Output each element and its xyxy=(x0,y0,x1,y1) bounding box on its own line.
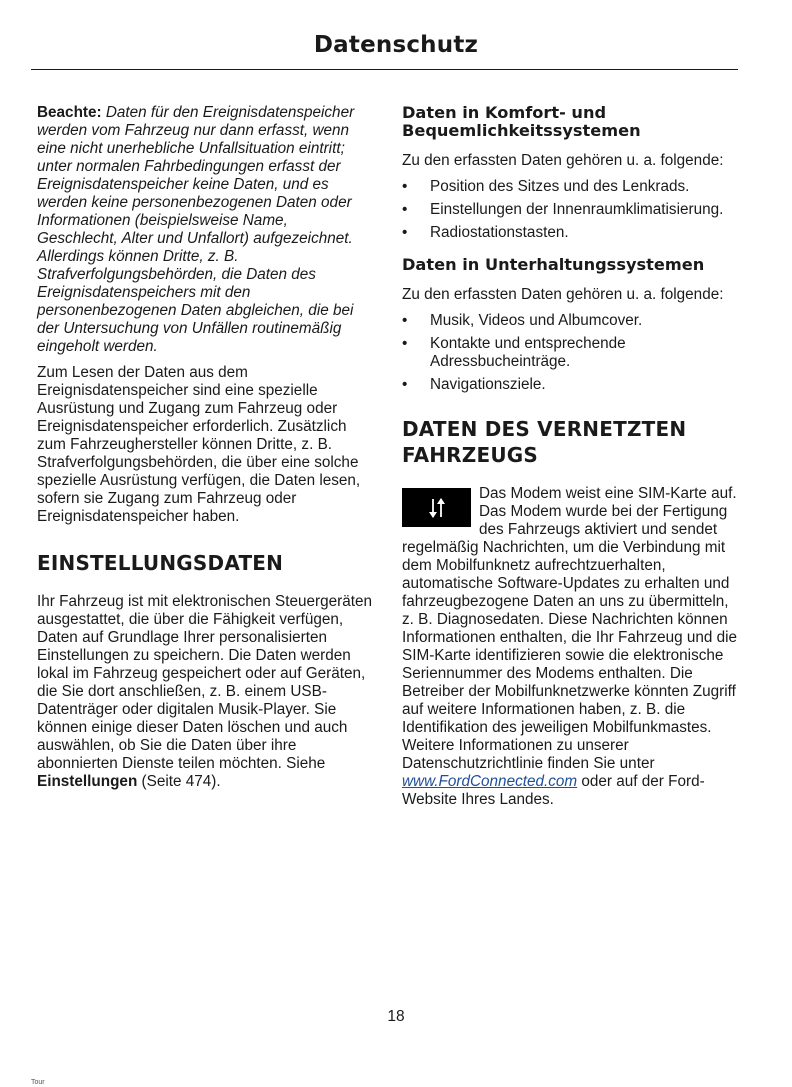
list-item: • Kontakte und entsprechende Adressbucheinträge. xyxy=(402,335,738,371)
note-text: Daten für den Ereignisdatenspeicher werden vom Fahrzeug nur dann erfasst, wenn eine nicht unerhebliche Unfallsituation eintritt; unter normalen Fahrbedingungen erfasst der Ereignisdatenspeicher keine Daten, und es werden keine personenbezogenen Daten oder Informationen (beispielsweise Name, Geschlecht, Alter und Unfallort) aufgezeichnet. Allerdings können Dritte, z. B. Strafverfolgungsbehörden, die Daten des Ereignisdatenspeichers mit den personenbezogenen Daten abgleichen, die bei der Untersuchung von Unfällen routinemäßig eingeholt werden. xyxy=(37,104,355,355)
right-column xyxy=(402,104,738,809)
read-data-paragraph: Zum Lesen der Daten aus dem Ereignisdatenspeicher sind eine spezielle Ausrüstung und Zugang zum Fahrzeug oder Ereignisdatenspeicher erforderlich. Zusätzlich zum Fahrzeughersteller können Dritte, z. B. Strafverfolgungsbehörden, die über eine solche spezielle Ausrüstung verfügen, die Daten lesen, sofern sie Zugang zum Fahrzeug oder Ereignisdatenspeicher haben. xyxy=(37,364,361,525)
header-divider xyxy=(31,69,738,70)
modem-tail: oder auf der Ford-Website Ihres Landes. xyxy=(402,773,705,808)
settings-page-ref: (Seite 474). xyxy=(137,773,221,790)
comfort-list xyxy=(402,178,738,242)
connected-vehicle-heading: DATEN DES VERNETZTEN FAHRZEUGS xyxy=(402,417,687,467)
ford-connected-link[interactable]: www.FordConnected.com xyxy=(402,773,578,790)
settings-paragraph xyxy=(37,593,372,791)
entertainment-intro: Zu den erfassten Daten gehören u. a. folgende: xyxy=(402,286,724,303)
entertainment-list xyxy=(402,312,738,394)
note-label: Beachte: xyxy=(37,104,102,121)
left-column xyxy=(37,104,372,799)
modem-paragraph xyxy=(402,485,738,809)
data-transfer-arrows-icon xyxy=(402,488,471,527)
list-item: • Navigationsziele. xyxy=(402,376,738,394)
comfort-intro: Zu den erfassten Daten gehören u. a. folgende: xyxy=(402,152,724,169)
settings-crossref-link[interactable]: Einstellungen xyxy=(37,773,138,790)
page-number: 18 xyxy=(387,1008,405,1025)
modem-text: Das Modem weist eine SIM-Karte auf. Das Modem wurde bei der Fertigung des Fahrzeugs aktiviert und sendet regelmäßig Nachrichten, um die Verbindung mit dem Mobilfunknetz aufrechtzuerhalten, automatische Software-Updates zu erhalten und fahrzeugbezogene Daten an uns zu übermitteln, z. B. Diagnosedaten. Diese Nachrichten können Informationen enthalten, die Ihr Fahrzeug und die SIM-Karte identifizieren sowie die elektronische Seriennummer des Modems enthalten. Die Betreiber der Mobilfunknetzwerke könnten Zugriff auf weitere Informationen haben, z. B. die Identifikation des jeweiligen Mobilfunkmastes. Weitere Informationen zu unserer Datenschutzrichtlinie finden Sie unter xyxy=(402,485,738,772)
list-item: • Einstellungen der Innenraumklimatisierung. xyxy=(402,201,738,219)
entertainment-heading: Daten in Unterhaltungssystemen xyxy=(402,255,705,274)
settings-text: Ihr Fahrzeug ist mit elektronischen Steuergeräten ausgestattet, die über die Fähigkeit verfügen, Daten auf Grundlage Ihrer personalisierten Einstellungen zu speichern. Die Daten werden lokal im Fahrzeug gespeichert oder auf Geräten, die Sie dort anschließen, z. B. einem USB-Datenträger oder digitalen Musik-Player. Sie können einige dieser Daten löschen und auch auswählen, ob Sie die Daten über ihre abonnierten Dienste teilen möchten. Siehe xyxy=(37,593,373,772)
list-item: • Radiostationstasten. xyxy=(402,224,738,242)
settings-heading: EINSTELLUNGSDATEN xyxy=(37,551,284,575)
footer-code: Tour xyxy=(31,1079,45,1086)
page-title: Datenschutz xyxy=(313,32,479,58)
note-paragraph xyxy=(37,104,372,356)
list-item: • Musik, Videos und Albumcover. xyxy=(402,312,738,330)
list-item: • Position des Sitzes und des Lenkrads. xyxy=(402,178,738,196)
comfort-heading: Daten in Komfort- und Bequemlichkeitssystemen xyxy=(402,103,641,140)
